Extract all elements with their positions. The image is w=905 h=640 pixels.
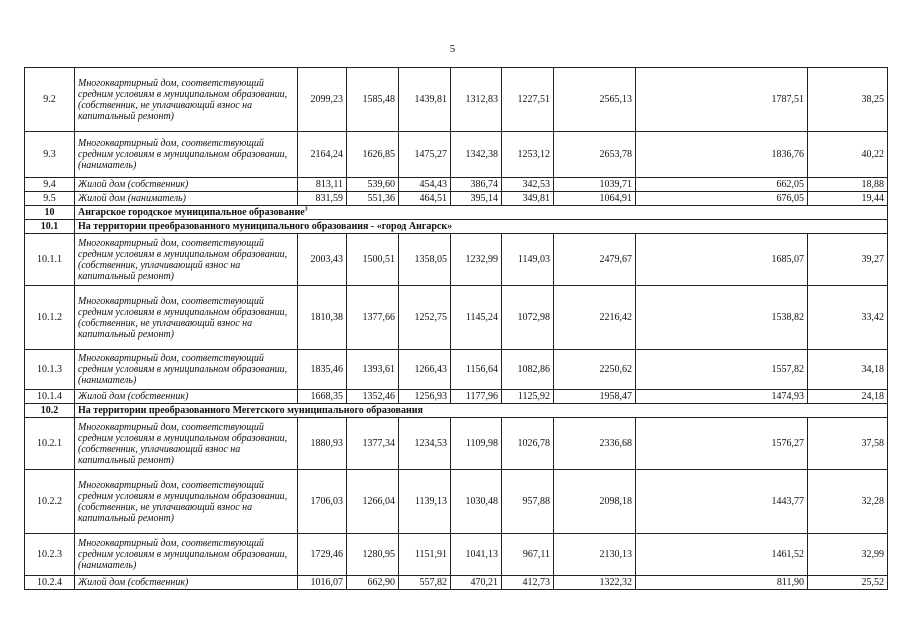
value-cell: 1253,12 — [502, 132, 554, 178]
section-title-text: На территории преобразованного муниципального образования - «город Ангарск» — [78, 221, 453, 232]
row-description: Жилой дом (собственник) — [75, 576, 298, 590]
row-code: 10 — [25, 206, 75, 220]
value-cell: 1280,95 — [347, 534, 399, 576]
section-title — [75, 220, 888, 234]
value-cell: 1443,77 — [636, 470, 808, 534]
row-description: Многоквартирный дом, соответствующий средним условиям в муниципальном образовании, (собственник, не уплачивающий взнос на капитальный ремонт) — [75, 470, 298, 534]
value-cell: 2479,67 — [554, 234, 636, 286]
value-cell: 32,99 — [808, 534, 888, 576]
value-cell: 1026,78 — [502, 418, 554, 470]
value-cell: 1030,48 — [451, 470, 502, 534]
value-cell: 1266,04 — [347, 470, 399, 534]
value-cell: 676,05 — [636, 192, 808, 206]
value-cell: 19,44 — [808, 192, 888, 206]
section-title-text: На территории преобразованного Мегетского муниципального образования — [78, 405, 423, 416]
value-cell: 1064,91 — [554, 192, 636, 206]
row-code: 10.2.1 — [25, 418, 75, 470]
row-code: 10.2.3 — [25, 534, 75, 576]
value-cell: 1234,53 — [399, 418, 451, 470]
section-title — [75, 206, 888, 220]
row-code: 10.2.2 — [25, 470, 75, 534]
value-cell: 1145,24 — [451, 286, 502, 350]
value-cell: 1685,07 — [636, 234, 808, 286]
table-row — [25, 286, 888, 350]
section-row — [25, 404, 888, 418]
footnote-mark: 3 — [304, 206, 308, 213]
row-code: 10.2 — [25, 404, 75, 418]
value-cell: 37,58 — [808, 418, 888, 470]
value-cell: 1835,46 — [298, 350, 347, 390]
value-cell: 24,18 — [808, 390, 888, 404]
row-code: 9.5 — [25, 192, 75, 206]
section-row — [25, 220, 888, 234]
value-cell: 2164,24 — [298, 132, 347, 178]
value-cell: 40,22 — [808, 132, 888, 178]
value-cell: 1151,91 — [399, 534, 451, 576]
value-cell: 349,81 — [502, 192, 554, 206]
section-title — [75, 404, 888, 418]
value-cell: 1377,66 — [347, 286, 399, 350]
value-cell: 32,28 — [808, 470, 888, 534]
row-description: Многоквартирный дом, соответствующий средним условиям в муниципальном образовании, (собственник, уплачивающий взнос на капитальный ремонт) — [75, 418, 298, 470]
table-row — [25, 178, 888, 192]
row-code: 10.2.4 — [25, 576, 75, 590]
row-description: Жилой дом (наниматель) — [75, 192, 298, 206]
value-cell: 2130,13 — [554, 534, 636, 576]
row-description: Многоквартирный дом, соответствующий средним условиям в муниципальном образовании, (собственник, не уплачивающий взнос на капитальный ремонт) — [75, 68, 298, 132]
table-row — [25, 576, 888, 590]
value-cell: 1177,96 — [451, 390, 502, 404]
value-cell: 2336,68 — [554, 418, 636, 470]
value-cell: 2216,42 — [554, 286, 636, 350]
value-cell: 1312,83 — [451, 68, 502, 132]
row-code: 9.3 — [25, 132, 75, 178]
value-cell: 1232,99 — [451, 234, 502, 286]
value-cell: 1227,51 — [502, 68, 554, 132]
row-code: 10.1.4 — [25, 390, 75, 404]
row-description: Жилой дом (собственник) — [75, 178, 298, 192]
value-cell: 2250,62 — [554, 350, 636, 390]
row-description: Многоквартирный дом, соответствующий средним условиям в муниципальном образовании, (наниматель) — [75, 350, 298, 390]
value-cell: 1668,35 — [298, 390, 347, 404]
value-cell: 1072,98 — [502, 286, 554, 350]
row-code: 10.1.1 — [25, 234, 75, 286]
value-cell: 2099,23 — [298, 68, 347, 132]
value-cell: 470,21 — [451, 576, 502, 590]
value-cell: 1538,82 — [636, 286, 808, 350]
value-cell: 811,90 — [636, 576, 808, 590]
value-cell: 1729,46 — [298, 534, 347, 576]
value-cell: 1787,51 — [636, 68, 808, 132]
table-row — [25, 418, 888, 470]
table-body — [25, 68, 888, 590]
value-cell: 1810,38 — [298, 286, 347, 350]
value-cell: 1016,07 — [298, 576, 347, 590]
value-cell: 1041,13 — [451, 534, 502, 576]
value-cell: 2003,43 — [298, 234, 347, 286]
table-row — [25, 534, 888, 576]
value-cell: 1439,81 — [399, 68, 451, 132]
value-cell: 1500,51 — [347, 234, 399, 286]
value-cell: 1352,46 — [347, 390, 399, 404]
value-cell: 33,42 — [808, 286, 888, 350]
value-cell: 662,05 — [636, 178, 808, 192]
value-cell: 1958,47 — [554, 390, 636, 404]
tariff-table — [24, 67, 888, 590]
row-code: 9.2 — [25, 68, 75, 132]
table-row — [25, 350, 888, 390]
table-row — [25, 234, 888, 286]
row-description: Многоквартирный дом, соответствующий средним условиям в муниципальном образовании, (наниматель) — [75, 132, 298, 178]
value-cell: 39,27 — [808, 234, 888, 286]
value-cell: 1461,52 — [636, 534, 808, 576]
row-code: 9.4 — [25, 178, 75, 192]
value-cell: 25,52 — [808, 576, 888, 590]
value-cell: 1393,61 — [347, 350, 399, 390]
value-cell: 1139,13 — [399, 470, 451, 534]
value-cell: 1125,92 — [502, 390, 554, 404]
row-code: 10.1.2 — [25, 286, 75, 350]
value-cell: 1557,82 — [636, 350, 808, 390]
value-cell: 1149,03 — [502, 234, 554, 286]
table-row — [25, 192, 888, 206]
value-cell: 967,11 — [502, 534, 554, 576]
value-cell: 1256,93 — [399, 390, 451, 404]
value-cell: 1880,93 — [298, 418, 347, 470]
row-description: Жилой дом (собственник) — [75, 390, 298, 404]
value-cell: 551,36 — [347, 192, 399, 206]
value-cell: 1082,86 — [502, 350, 554, 390]
value-cell: 1342,38 — [451, 132, 502, 178]
value-cell: 454,43 — [399, 178, 451, 192]
value-cell: 1109,98 — [451, 418, 502, 470]
table-row — [25, 470, 888, 534]
section-row — [25, 206, 888, 220]
value-cell: 1475,27 — [399, 132, 451, 178]
value-cell: 831,59 — [298, 192, 347, 206]
value-cell: 1576,27 — [636, 418, 808, 470]
table-row — [25, 132, 888, 178]
section-title-text: Ангарское городское муниципальное образование — [78, 207, 305, 218]
value-cell: 1706,03 — [298, 470, 347, 534]
value-cell: 2565,13 — [554, 68, 636, 132]
value-cell: 342,53 — [502, 178, 554, 192]
value-cell: 1474,93 — [636, 390, 808, 404]
value-cell: 1252,75 — [399, 286, 451, 350]
value-cell: 386,74 — [451, 178, 502, 192]
row-description: Многоквартирный дом, соответствующий средним условиям в муниципальном образовании, (наниматель) — [75, 534, 298, 576]
table-row — [25, 68, 888, 132]
value-cell: 1358,05 — [399, 234, 451, 286]
value-cell: 38,25 — [808, 68, 888, 132]
table-row — [25, 390, 888, 404]
value-cell: 2098,18 — [554, 470, 636, 534]
value-cell: 1156,64 — [451, 350, 502, 390]
value-cell: 1039,71 — [554, 178, 636, 192]
value-cell: 557,82 — [399, 576, 451, 590]
value-cell: 662,90 — [347, 576, 399, 590]
value-cell: 464,51 — [399, 192, 451, 206]
value-cell: 18,88 — [808, 178, 888, 192]
value-cell: 1322,32 — [554, 576, 636, 590]
value-cell: 1626,85 — [347, 132, 399, 178]
value-cell: 34,18 — [808, 350, 888, 390]
value-cell: 539,60 — [347, 178, 399, 192]
row-code: 10.1.3 — [25, 350, 75, 390]
page-number: 5 — [449, 43, 456, 55]
value-cell: 813,11 — [298, 178, 347, 192]
row-code: 10.1 — [25, 220, 75, 234]
row-description: Многоквартирный дом, соответствующий средним условиям в муниципальном образовании, (собственник, не уплачивающий взнос на капитальный ремонт) — [75, 286, 298, 350]
value-cell: 1377,34 — [347, 418, 399, 470]
value-cell: 412,73 — [502, 576, 554, 590]
value-cell: 1266,43 — [399, 350, 451, 390]
value-cell: 395,14 — [451, 192, 502, 206]
value-cell: 1585,48 — [347, 68, 399, 132]
value-cell: 957,88 — [502, 470, 554, 534]
value-cell: 2653,78 — [554, 132, 636, 178]
row-description: Многоквартирный дом, соответствующий средним условиям в муниципальном образовании, (собственник, уплачивающий взнос на капитальный ремонт) — [75, 234, 298, 286]
value-cell: 1836,76 — [636, 132, 808, 178]
